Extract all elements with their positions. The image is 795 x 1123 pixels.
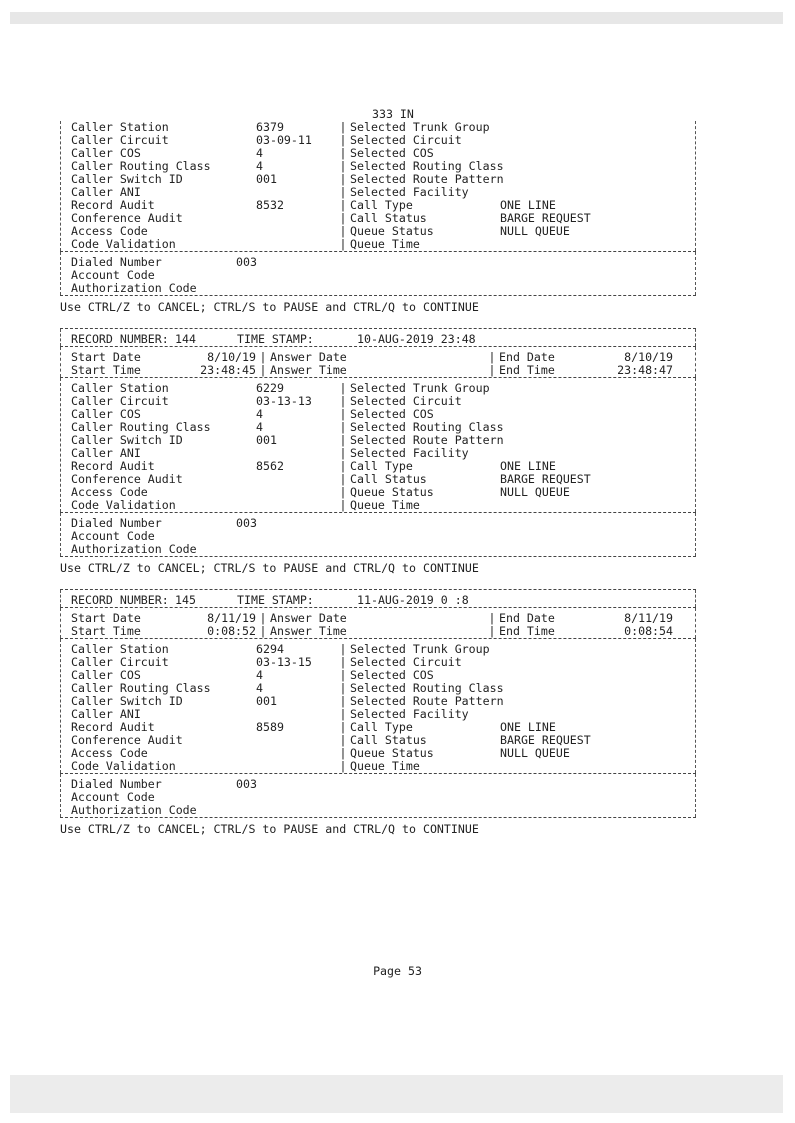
field-label: Selected Trunk Group <box>350 642 490 656</box>
call-record <box>60 589 696 836</box>
field-value: ONE LINE <box>500 198 556 212</box>
field-label: Authorization Code <box>71 542 197 556</box>
separator: | <box>339 237 347 251</box>
control-instructions: Use CTRL/Z to CANCEL; CTRL/S to PAUSE and CTRL/Q to CONTINUE <box>60 561 479 575</box>
separator: | <box>339 485 347 499</box>
separator: | <box>339 172 347 186</box>
separator: | <box>488 611 496 625</box>
field-value: 001 <box>256 694 277 708</box>
dialed-section <box>60 774 696 817</box>
field-value <box>256 238 336 251</box>
field-label: Queue Status <box>350 746 434 760</box>
separator: | <box>339 159 347 173</box>
record-number-line <box>71 594 687 607</box>
page-number: Page 53 <box>373 964 422 978</box>
field-label: Dialed Number <box>71 255 162 269</box>
field-label: Conference Audit <box>71 733 183 747</box>
field-label: Caller ANI <box>71 185 141 199</box>
separator: | <box>339 420 347 434</box>
field-label: Dialed Number <box>71 516 162 530</box>
time-section <box>60 347 696 377</box>
field-label: Queue Time <box>350 759 420 773</box>
record-number: 145 <box>175 593 196 607</box>
field-label: Selected Circuit <box>350 394 462 408</box>
divider <box>60 556 696 557</box>
field-label: Selected Route Pattern <box>350 172 504 186</box>
field-value: 03-13-13 <box>256 394 312 408</box>
field-label: Selected COS <box>350 668 434 682</box>
call-record <box>60 328 696 575</box>
record-number: 144 <box>175 332 196 346</box>
field-label: Account Code <box>71 268 155 282</box>
field-label: Queue Status <box>350 224 434 238</box>
detail-row <box>71 760 687 773</box>
field-value <box>256 225 336 238</box>
field-value: 03-09-11 <box>256 133 312 147</box>
field-label: Authorization Code <box>71 281 197 295</box>
separator: | <box>339 459 347 473</box>
field-label: Conference Audit <box>71 472 183 486</box>
field-value: 8532 <box>256 198 284 212</box>
field-value: BARGE REQUEST <box>500 211 591 225</box>
separator: | <box>339 642 347 656</box>
field-label: Record Audit <box>71 459 155 473</box>
field-value: NULL QUEUE <box>500 224 570 238</box>
field-label: Start Time <box>71 624 141 638</box>
start-time-row <box>71 364 687 377</box>
field-label: Selected Routing Class <box>350 420 504 434</box>
field-value: 03-13-15 <box>256 655 312 669</box>
separator: | <box>339 211 347 225</box>
separator: | <box>339 407 347 421</box>
separator: | <box>339 694 347 708</box>
field-label: Selected Routing Class <box>350 159 504 173</box>
field-value: 4 <box>256 159 263 173</box>
separator: | <box>488 624 496 638</box>
dialed-row <box>71 778 687 791</box>
field-label: End Time <box>499 363 555 377</box>
scan-edge-top <box>10 12 783 24</box>
field-label: Account Code <box>71 790 155 804</box>
field-value: NULL QUEUE <box>500 485 570 499</box>
separator: | <box>339 681 347 695</box>
field-label: Queue Time <box>350 498 420 512</box>
field-value: 23:48:45 <box>200 363 256 377</box>
divider <box>60 295 696 296</box>
field-value: ONE LINE <box>500 720 556 734</box>
field-value: 0:08:54 <box>624 624 673 638</box>
field-label: Caller Circuit <box>71 655 169 669</box>
separator: | <box>339 133 347 147</box>
separator: | <box>339 433 347 447</box>
separator: | <box>259 363 267 377</box>
detail-row <box>71 499 687 512</box>
field-value <box>256 486 336 499</box>
field-label: Answer Time <box>270 363 347 377</box>
record-header <box>60 590 696 607</box>
field-label: Dialed Number <box>71 777 162 791</box>
call-details-section <box>60 639 696 773</box>
field-value <box>256 473 336 486</box>
field-value: 4 <box>256 407 263 421</box>
field-label: Call Status <box>350 211 427 225</box>
record-number-label: RECORD NUMBER: <box>71 593 169 607</box>
field-label: Answer Time <box>270 624 347 638</box>
field-label: Caller ANI <box>71 707 141 721</box>
separator: | <box>259 350 267 364</box>
separator: | <box>488 350 496 364</box>
field-label: Caller Switch ID <box>71 433 183 447</box>
separator: | <box>339 446 347 460</box>
field-label: Selected Facility <box>350 446 469 460</box>
field-value: 4 <box>256 681 263 695</box>
field-value: 6379 <box>256 120 284 134</box>
field-value: NULL QUEUE <box>500 746 570 760</box>
field-value: 001 <box>256 433 277 447</box>
field-label: Start Date <box>71 611 141 625</box>
separator: | <box>339 185 347 199</box>
field-label: Call Status <box>350 733 427 747</box>
field-value: 003 <box>236 777 257 791</box>
field-label: Access Code <box>71 224 148 238</box>
dialed-section <box>60 513 696 556</box>
field-label: Caller Routing Class <box>71 420 211 434</box>
field-label: Selected Facility <box>350 707 469 721</box>
field-label: End Date <box>499 611 555 625</box>
field-label: Selected Facility <box>350 185 469 199</box>
separator: | <box>339 381 347 395</box>
field-label: Access Code <box>71 485 148 499</box>
field-label: Account Code <box>71 529 155 543</box>
field-label: Caller ANI <box>71 446 141 460</box>
record-number-label: RECORD NUMBER: <box>71 332 169 346</box>
field-label: Selected Routing Class <box>350 681 504 695</box>
field-label: Selected COS <box>350 407 434 421</box>
start-date-row <box>71 612 687 625</box>
control-instructions: Use CTRL/Z to CANCEL; CTRL/S to PAUSE and CTRL/Q to CONTINUE <box>60 300 479 314</box>
field-value <box>256 499 336 512</box>
field-value: 8/11/19 <box>207 611 256 625</box>
field-label: Authorization Code <box>71 803 197 817</box>
field-value: 6294 <box>256 642 284 656</box>
field-label: Caller Circuit <box>71 394 169 408</box>
field-value: 4 <box>256 146 263 160</box>
field-value: 8562 <box>256 459 284 473</box>
separator: | <box>339 707 347 721</box>
field-label: Answer Date <box>270 611 347 625</box>
timestamp-label: TIME STAMP: <box>237 332 314 346</box>
field-label: Caller Station <box>71 120 169 134</box>
separator: | <box>259 624 267 638</box>
field-label: Start Date <box>71 350 141 364</box>
separator: | <box>339 746 347 760</box>
time-section <box>60 608 696 638</box>
field-value: ONE LINE <box>500 459 556 473</box>
field-value: 6229 <box>256 381 284 395</box>
field-value: 4 <box>256 420 263 434</box>
field-value <box>256 734 336 747</box>
continuation-record <box>60 108 696 314</box>
field-value: 23:48:47 <box>617 363 673 377</box>
field-label: Queue Status <box>350 485 434 499</box>
separator: | <box>488 363 496 377</box>
timestamp: 10-AUG-2019 23:48 <box>357 332 476 346</box>
separator: | <box>339 655 347 669</box>
field-label: Selected COS <box>350 146 434 160</box>
field-label: Caller COS <box>71 407 141 421</box>
field-label: Code Validation <box>71 498 176 512</box>
report-page <box>60 108 696 836</box>
field-value <box>256 212 336 225</box>
separator: | <box>339 120 347 134</box>
dialed-row <box>71 256 687 269</box>
field-value: 001 <box>256 172 277 186</box>
field-label: Call Type <box>350 198 413 212</box>
field-label: Caller Station <box>71 381 169 395</box>
trunk-in-label: 333 IN <box>372 107 414 121</box>
separator: | <box>339 733 347 747</box>
field-value <box>256 747 336 760</box>
detail-row <box>71 238 687 251</box>
field-label: Selected Route Pattern <box>350 694 504 708</box>
field-value: 003 <box>236 255 257 269</box>
call-details-section <box>60 378 696 512</box>
separator: | <box>259 611 267 625</box>
field-value: BARGE REQUEST <box>500 472 591 486</box>
timestamp-label: TIME STAMP: <box>237 593 314 607</box>
field-label: Caller Switch ID <box>71 694 183 708</box>
field-label: Call Type <box>350 720 413 734</box>
start-date-row <box>71 351 687 364</box>
field-value: 0:08:52 <box>207 624 256 638</box>
call-details-section <box>60 121 696 251</box>
field-value: 4 <box>256 668 263 682</box>
field-label: Start Time <box>71 363 141 377</box>
field-label: Caller Routing Class <box>71 159 211 173</box>
field-label: Selected Circuit <box>350 133 462 147</box>
field-label: Code Validation <box>71 237 176 251</box>
field-label: Caller COS <box>71 146 141 160</box>
separator: | <box>339 146 347 160</box>
field-value: 003 <box>236 516 257 530</box>
field-label: Caller Routing Class <box>71 681 211 695</box>
field-label: Access Code <box>71 746 148 760</box>
dialed-row <box>71 543 687 556</box>
separator: | <box>339 394 347 408</box>
separator: | <box>339 668 347 682</box>
field-value: 8/10/19 <box>207 350 256 364</box>
separator: | <box>339 720 347 734</box>
field-label: Caller COS <box>71 668 141 682</box>
field-label: Caller Circuit <box>71 133 169 147</box>
separator: | <box>339 759 347 773</box>
field-label: Queue Time <box>350 237 420 251</box>
record-header <box>60 329 696 346</box>
field-value <box>256 760 336 773</box>
separator: | <box>339 198 347 212</box>
field-label: End Date <box>499 350 555 364</box>
field-value: 8/11/19 <box>624 611 673 625</box>
field-label: Selected Trunk Group <box>350 381 490 395</box>
field-label: Call Status <box>350 472 427 486</box>
field-label: Conference Audit <box>71 211 183 225</box>
field-label: Selected Route Pattern <box>350 433 504 447</box>
field-label: Caller Station <box>71 642 169 656</box>
field-label: Selected Circuit <box>350 655 462 669</box>
timestamp: 11-AUG-2019 0 :8 <box>357 593 469 607</box>
field-value: 8589 <box>256 720 284 734</box>
start-time-row <box>71 625 687 638</box>
field-value: 8/10/19 <box>624 350 673 364</box>
field-label: Answer Date <box>270 350 347 364</box>
divider <box>60 817 696 818</box>
separator: | <box>339 224 347 238</box>
control-instructions: Use CTRL/Z to CANCEL; CTRL/S to PAUSE and CTRL/Q to CONTINUE <box>60 822 479 836</box>
dialed-row <box>71 282 687 295</box>
separator: | <box>339 498 347 512</box>
scan-edge-bottom <box>10 1075 783 1113</box>
separator: | <box>339 472 347 486</box>
field-label: End Time <box>499 624 555 638</box>
field-label: Record Audit <box>71 198 155 212</box>
field-label: Code Validation <box>71 759 176 773</box>
field-label: Selected Trunk Group <box>350 120 490 134</box>
record-number-line <box>71 333 687 346</box>
dialed-section <box>60 252 696 295</box>
field-value: BARGE REQUEST <box>500 733 591 747</box>
dialed-row <box>71 804 687 817</box>
field-label: Record Audit <box>71 720 155 734</box>
field-label: Caller Switch ID <box>71 172 183 186</box>
field-label: Call Type <box>350 459 413 473</box>
dialed-row <box>71 517 687 530</box>
